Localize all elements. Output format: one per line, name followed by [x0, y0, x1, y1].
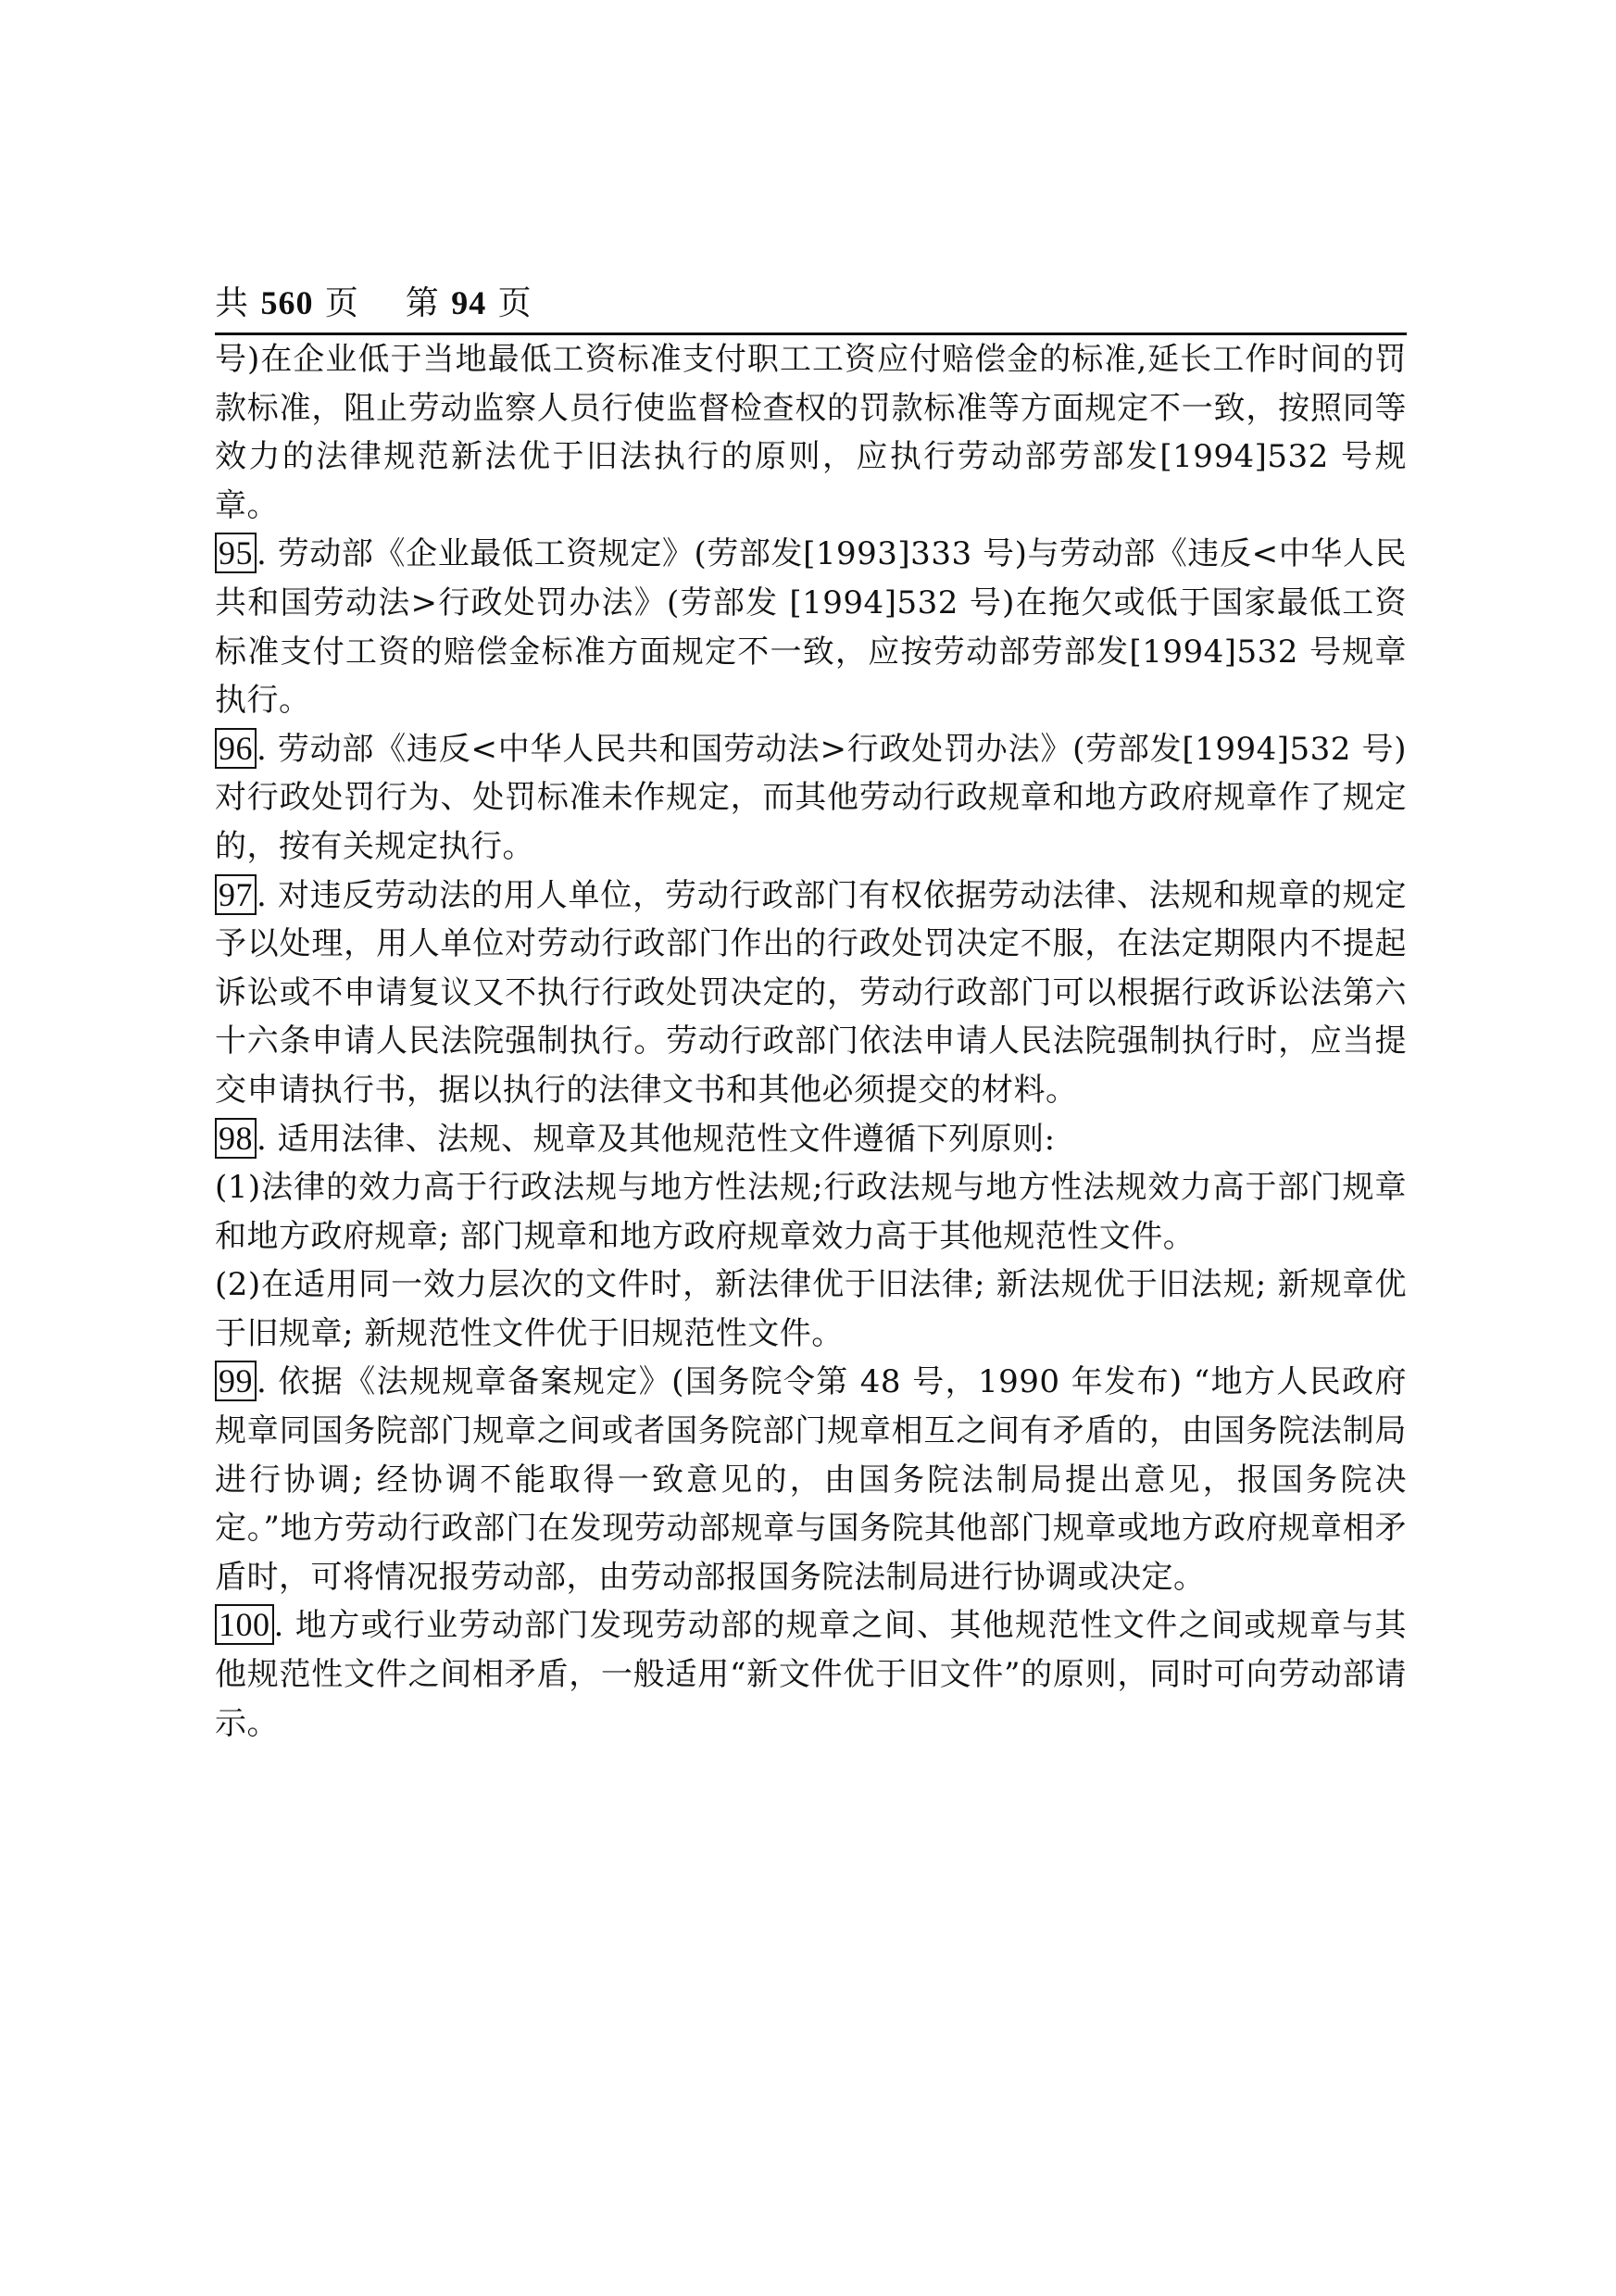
page-content	[215, 282, 1407, 1748]
current-page-suffix: 页	[497, 284, 532, 322]
total-pages-suffix: 页	[324, 284, 359, 322]
paragraph	[215, 1115, 1407, 1164]
paragraph-text: . 劳动部《违反<中华人民共和国劳动法>行政处罚办法》(劳部发[1994]532 号)对行政处罚行为、处罚标准未作规定，而其他劳动行政规章和地方政府规章作了规定的，按有关规定执行。	[215, 730, 1407, 865]
paragraph	[215, 1358, 1407, 1601]
page-header	[215, 282, 1407, 329]
paragraph-text: 号)在企业低于当地最低工资标准支付职工工资应付赔偿金的标准,延长工作时间的罚款标准，阻止劳动监察人员行使监督检查权的罚款标准等方面规定不一致，按照同等效力的法律规范新法优于旧法执行的原则，应执行劳动部劳部发[1994]532 号规章。	[215, 341, 1407, 524]
item-number-box: 99	[215, 1361, 257, 1401]
document-body	[215, 335, 1407, 1748]
paragraph-text: . 对违反劳动法的用人单位，劳动行政部门有权依据劳动法律、法规和规章的规定予以处理，用人单位对劳动行政部门作出的行政处罚决定不服，在法定期限内不提起诉讼或不申请复议又不执行行政处罚决定的，劳动行政部门可以根据行政诉讼法第六十六条申请人民法院强制执行。劳动行政部门依法申请人民法院强制执行时，应当提交申请执行书，据以执行的法律文书和其他必须提交的材料。	[215, 876, 1407, 1109]
paragraph-text: . 地方或行业劳动部门发现劳动部的规章之间、其他规范性文件之间或规章与其他规范性文件之间相矛盾，一般适用“新文件优于旧文件”的原则，同时可向劳动部请示。	[215, 1607, 1407, 1742]
paragraph	[215, 1163, 1407, 1261]
item-number-box: 95	[215, 533, 257, 573]
item-number-box: 96	[215, 728, 257, 769]
paragraph	[215, 725, 1407, 872]
current-page: 94	[451, 284, 487, 321]
total-pages-prefix: 共	[215, 284, 250, 322]
current-page-prefix: 第	[405, 284, 440, 322]
paragraph	[215, 1261, 1407, 1358]
paragraph-text: (1)法律的效力高于行政法规与地方性法规;行政法规与地方性法规效力高于部门规章和地方政府规章; 部门规章和地方政府规章效力高于其他规范性文件。	[215, 1169, 1407, 1255]
paragraph	[215, 335, 1407, 530]
item-number-box: 97	[215, 874, 257, 915]
paragraph	[215, 1601, 1407, 1748]
paragraph-text: . 依据《法规规章备案规定》(国务院令第 48 号，1990 年发布) “地方人民政府规章同国务院部门规章之间或者国务院部门规章相互之间有矛盾的，由国务院法制局进行协调; 经协调不能取得一致意见的，由国务院法制局提出意见，报国务院决定。”地方劳动行政部门在发现劳动部规章与国务院其他部门规章或地方政府规章相矛盾时，可将情况报劳动部，由劳动部报国务院法制局进行协调或决定。	[215, 1363, 1407, 1596]
paragraph-text: . 劳动部《企业最低工资规定》(劳部发[1993]333 号)与劳动部《违反<中华人民共和国劳动法>行政处罚办法》(劳部发 [1994]532 号)在拖欠或低于国家最低工资标准支付工资的赔偿金标准方面规定不一致，应按劳动部劳部发[1994]532 号规章执行。	[215, 535, 1407, 720]
item-number-box: 100	[215, 1604, 274, 1645]
paragraph	[215, 872, 1407, 1115]
paragraph-text: . 适用法律、法规、规章及其他规范性文件遵循下列原则:	[257, 1120, 1056, 1158]
paragraph	[215, 530, 1407, 724]
item-number-box: 98	[215, 1118, 257, 1159]
total-pages: 560	[260, 284, 314, 321]
paragraph-text: (2)在适用同一效力层次的文件时，新法律优于旧法律; 新法规优于旧法规; 新规章优于旧规章; 新规范性文件优于旧规范性文件。	[215, 1266, 1407, 1352]
